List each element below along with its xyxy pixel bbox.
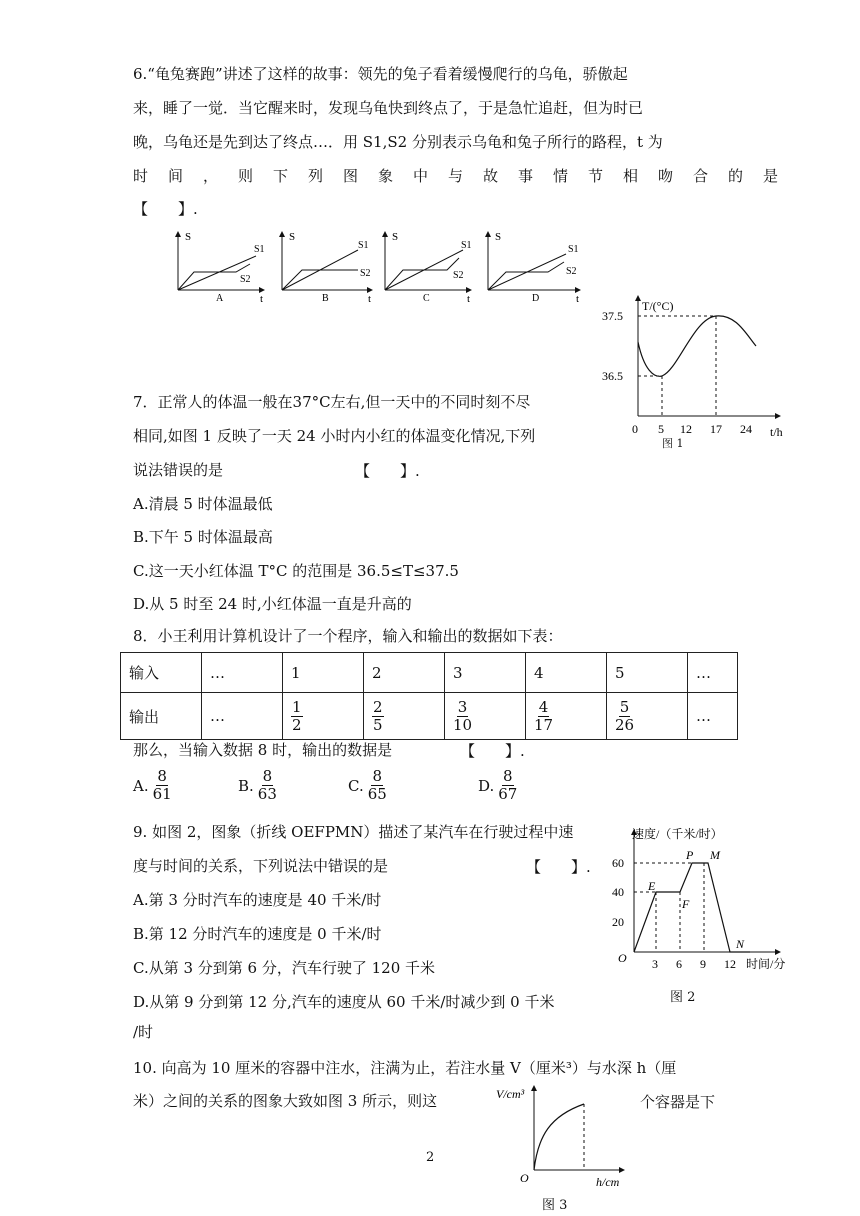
table-cell	[607, 693, 688, 740]
fraction: $\frac{3}{10}$	[453, 697, 473, 734]
q6-line-4: 时间，则下列图象中与故事情节相吻合的是	[133, 167, 799, 185]
graph-d-s-label: S	[495, 231, 502, 243]
fig2-caption: 图 2	[670, 990, 696, 1005]
q7-answer-bracket: 【 】.	[355, 462, 420, 480]
table-cell	[445, 693, 526, 740]
graph-d-label: D	[532, 293, 540, 304]
q10-line-2b: 个容器是下	[640, 1093, 716, 1111]
q9-option-a: A.第 3 分时汽车的速度是 40 千米/时	[133, 891, 382, 909]
fig1-caption: 图 1	[662, 437, 684, 450]
graph-b-s2: S2	[360, 268, 371, 279]
table-cell	[283, 693, 364, 740]
fig1-x-tick-0: 0	[632, 422, 638, 436]
q9-option-d-cont: /时	[133, 1023, 154, 1041]
fig3-volume-curve	[534, 1104, 584, 1170]
graph-d-s1: S1	[568, 244, 579, 255]
fig2-x-tick-12: 12	[724, 957, 736, 971]
fig1-temperature-curve	[638, 316, 756, 376]
fig1-x-tick-5: 5	[658, 422, 664, 436]
fig1-x-tick-17: 17	[710, 422, 722, 436]
q7-line-2: 相同,如图 1 反映了一天 24 小时内小红的体温变化情况,下列	[133, 427, 536, 445]
fig1-y-tick-37-5: 37.5	[602, 309, 623, 323]
q8-intro: 8．小王利用计算机设计了一个程序，输入和输出的数据如下表：	[133, 627, 563, 645]
table-cell: 5	[607, 653, 688, 693]
graph-c-s-label: S	[392, 231, 399, 243]
table-cell: …	[688, 653, 738, 693]
q7-option-d: D.从 5 时至 24 时,小红体温一直是升高的	[133, 595, 412, 613]
q7-line-3: 说法错误的是	[133, 461, 224, 479]
fig2-y-tick-40: 40	[612, 885, 624, 899]
fig2-x-tick-3: 3	[652, 957, 658, 971]
fig2-y-tick-60: 60	[612, 856, 624, 870]
fig3-y-label: V/cm³	[496, 1087, 525, 1101]
table-cell: 1	[283, 653, 364, 693]
table-cell: …	[688, 693, 738, 740]
q6-line-3: 晚，乌龟还是先到达了终点…．用 S1,S2 分别表示乌龟和兔子所行的路程，t 为	[133, 133, 663, 151]
graph-c-rabbit-line	[385, 258, 459, 290]
q8-option-b: B. $\frac{8}{63}$	[238, 767, 277, 803]
q9-option-c: C.从第 3 分到第 6 分，汽车行驶了 120 千米	[133, 959, 436, 977]
fraction: $\frac{4}{17}$	[534, 697, 554, 734]
fig3-x-label: h/cm	[596, 1175, 620, 1189]
fig2-point-p: P	[686, 848, 694, 862]
graph-c-s2: S2	[453, 270, 464, 281]
q6-line-2: 来，睡了一觉．当它醒来时，发现乌龟快到终点了，于是急忙追赶，但为时已	[133, 99, 644, 117]
page-number: 2	[426, 1150, 435, 1165]
table-cell	[526, 693, 607, 740]
table-cell: 4	[526, 653, 607, 693]
figure-2-speed	[604, 822, 814, 974]
fig2-point-m: M	[710, 848, 720, 862]
fig1-y-tick-36-5: 36.5	[602, 369, 623, 383]
q9-option-d: D.从第 9 分到第 12 分,汽车的速度从 60 千米/时减少到 0 千米	[133, 993, 555, 1011]
fig2-origin: O	[618, 951, 627, 965]
graph-b-s1: S1	[358, 240, 369, 251]
fig2-speed-line	[634, 863, 750, 952]
table-row-output	[121, 693, 738, 740]
q7-option-c: C.这一天小红体温 T°C 的范围是 36.5≤T≤37.5	[133, 562, 459, 580]
table-row-input	[121, 653, 738, 693]
fig2-y-tick-20: 20	[612, 915, 624, 929]
fraction: $\frac{1}{2}$	[292, 697, 302, 734]
fraction: $\frac{8}{61}$	[152, 767, 172, 803]
graph-c	[385, 231, 472, 305]
q6-graph-options	[160, 228, 590, 308]
graph-c-t-label: t	[467, 293, 471, 305]
q7-option-b: B.下午 5 时体温最高	[133, 528, 273, 546]
graph-c-label: C	[423, 293, 430, 304]
graph-a-t-label: t	[260, 293, 264, 305]
graph-a	[178, 231, 265, 305]
graph-d	[488, 231, 580, 305]
q10-line-1: 10. 向高为 10 厘米的容器中注水，注满为止，若注水量 V（厘米³）与水深 h（厘	[133, 1059, 677, 1077]
q9-answer-bracket: 【 】.	[526, 858, 591, 876]
table-cell: …	[202, 693, 283, 740]
table-cell: 3	[445, 653, 526, 693]
q8-option-d: D. $\frac{8}{67}$	[478, 767, 518, 803]
figure-3-volume	[494, 1082, 630, 1192]
fig3-origin: O	[520, 1171, 529, 1185]
q8-question: 那么，当输入数据 8 时，输出的数据是	[133, 741, 393, 759]
fig1-x-tick-12: 12	[680, 422, 692, 436]
fraction: $\frac{8}{63}$	[257, 767, 277, 803]
graph-b	[282, 231, 372, 305]
fig2-x-tick-6: 6	[676, 957, 682, 971]
fraction: $\frac{8}{67}$	[498, 767, 518, 803]
fraction: $\frac{2}{5}$	[373, 697, 383, 734]
graph-a-label: A	[216, 293, 224, 304]
fig2-x-tick-9: 9	[700, 957, 706, 971]
fig3-caption: 图 3	[542, 1198, 568, 1213]
table-cell	[364, 693, 445, 740]
fig2-point-e: E	[648, 879, 656, 893]
fig1-x-label: t/h	[770, 425, 783, 439]
fraction: $\frac{5}{26}$	[615, 697, 635, 734]
q9-option-b: B.第 12 分时汽车的速度是 0 千米/时	[133, 925, 382, 943]
fraction: $\frac{8}{65}$	[367, 767, 387, 803]
q9-line-2: 度与时间的关系，下列说法中错误的是	[133, 857, 389, 875]
q8-option-c: C. $\frac{8}{65}$	[348, 767, 387, 803]
q8-answer-bracket: 【 】.	[460, 742, 525, 760]
q7-line-1: 7．正常人的体温一般在37°C左右,但一天中的不同时刻不尽	[133, 393, 531, 411]
fig2-x-label: 时间/分	[746, 957, 786, 971]
figure-1-temperature	[598, 290, 798, 439]
graph-d-rabbit-line	[488, 262, 564, 290]
q10-line-2a: 米）之间的关系的图象大致如图 3 所示，则这	[133, 1092, 438, 1110]
graph-a-s2: S2	[240, 274, 251, 285]
graph-b-t-label: t	[368, 293, 372, 305]
q6-answer-bracket: 【 】.	[133, 200, 198, 218]
q7-option-a: A.清晨 5 时体温最低	[133, 495, 273, 513]
table-cell-output-label: 输出	[121, 693, 202, 740]
fig2-point-f: F	[682, 897, 690, 911]
q9-line-1: 9. 如图 2，图象（折线 OEFPMN）描述了某汽车在行驶过程中速	[133, 823, 574, 841]
fig1-y-label: T/(°C)	[642, 299, 674, 313]
graph-a-s-label: S	[185, 231, 192, 243]
q8-option-a: A. $\frac{8}{61}$	[133, 767, 172, 803]
graph-d-s2: S2	[566, 266, 577, 277]
graph-b-s-label: S	[289, 231, 296, 243]
fig2-point-n: N	[736, 937, 745, 951]
graph-b-label: B	[322, 293, 329, 304]
graph-d-t-label: t	[576, 293, 580, 305]
table-cell: 2	[364, 653, 445, 693]
fig2-y-label: 速度/（千米/时）	[632, 827, 723, 841]
fig1-x-tick-24: 24	[740, 422, 752, 436]
graph-c-s1: S1	[461, 240, 472, 251]
table-cell-input-label: 输入	[121, 653, 202, 693]
graph-b-rabbit-line	[282, 270, 358, 290]
q8-io-table	[120, 652, 738, 740]
table-cell: …	[202, 653, 283, 693]
graph-a-s1: S1	[254, 244, 265, 255]
q6-line-1: 6.“龟兔赛跑”讲述了这样的故事：领先的兔子看着缓慢爬行的乌龟，骄傲起	[133, 65, 628, 83]
